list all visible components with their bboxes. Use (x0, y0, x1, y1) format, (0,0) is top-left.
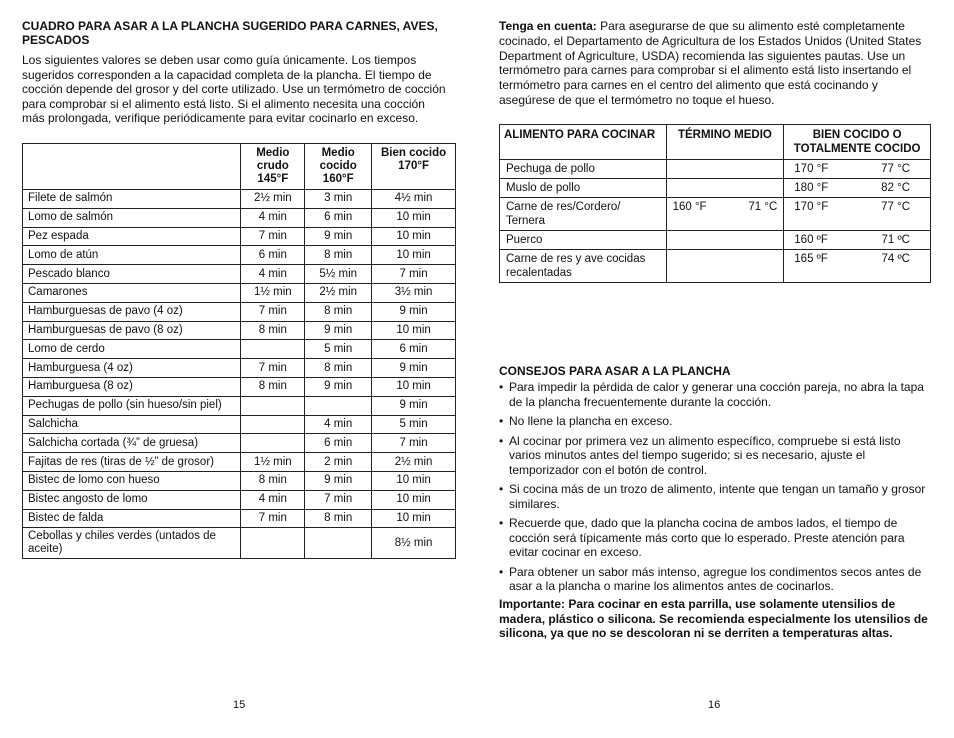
fahrenheit-value: 165 ºF (794, 253, 828, 265)
tip-item: • Al cocinar por primera vez un alimento específico, compruebe si está listo varios minutos antes del tiempo sugerido; si es necesario, ajuste el temporizador con el botón de control. (499, 434, 929, 478)
time-cell: 4 min (305, 415, 372, 434)
tip-item: • Para impedir la pérdida de calor y generar una cocción pareja, no abra la tapa de la plancha frecuentemente durante la cocción. (499, 380, 929, 409)
time-cell: 8 min (241, 377, 305, 396)
celsius-value: 77 °C (881, 201, 910, 213)
time-cell (241, 340, 305, 359)
time-cell: 1½ min (241, 453, 305, 472)
food-cell: Hamburguesas de pavo (8 oz) (23, 321, 241, 340)
header-cell: Medio cocido 160°F (305, 144, 372, 190)
table-row (500, 250, 931, 283)
food-cell: Hamburguesa (8 oz) (23, 377, 241, 396)
time-cell: 5 min (305, 340, 372, 359)
temperature-cell (666, 250, 784, 283)
table-row (23, 453, 456, 472)
temperature-cell (666, 179, 784, 198)
table-row (23, 509, 456, 528)
header-cell: Medio crudo 145°F (241, 144, 305, 190)
table-row (500, 198, 931, 231)
table-header-row (500, 125, 931, 160)
table-row (23, 359, 456, 378)
fahrenheit-value: 180 °F (794, 182, 829, 194)
time-cell (241, 396, 305, 415)
time-cell (241, 434, 305, 453)
celsius-value: 74 ºC (881, 253, 910, 265)
time-cell: 3½ min (372, 283, 456, 302)
tip-item: • Si cocina más de un trozo de alimento, intente que tengan un tamaño y grosor similares. (499, 482, 929, 511)
food-cell: Bistec de lomo con hueso (23, 471, 241, 490)
grilling-times-table (22, 143, 456, 559)
time-cell: 9 min (372, 302, 456, 321)
food-cell: Lomo de salmón (23, 208, 241, 227)
time-cell: 10 min (372, 377, 456, 396)
time-cell: 7 min (241, 302, 305, 321)
usda-note-label: Tenga en cuenta: (499, 19, 597, 33)
tips-list (499, 380, 929, 599)
food-cell: Lomo de atún (23, 246, 241, 265)
tips-title: CONSEJOS PARA ASAR A LA PLANCHA (499, 364, 731, 378)
table-row (23, 227, 456, 246)
celsius-value: 71 ºC (881, 234, 910, 246)
table-row (23, 415, 456, 434)
table-row (23, 340, 456, 359)
food-cell: Pescado blanco (23, 265, 241, 284)
food-cell: Carne de res y ave cocidas recalentadas (500, 250, 667, 283)
food-cell: Salchicha cortada (¾” de gruesa) (23, 434, 241, 453)
temperature-cell (784, 231, 931, 250)
time-cell: 10 min (372, 246, 456, 265)
time-cell: 4 min (241, 265, 305, 284)
time-cell: 8 min (305, 359, 372, 378)
celsius-value: 77 °C (881, 163, 910, 175)
table-row (500, 179, 931, 198)
table-row (23, 246, 456, 265)
temperature-cell (666, 160, 784, 179)
celsius-value: 82 °C (881, 182, 910, 194)
usda-note-text: Para asegurarse de que su alimento esté completamente cocinado, el Departamento de Agricultura de los Estados Unidos (United States Department of Agriculture, USDA) recomienda las siguientes pautas. Use un termómetro para carnes para comprobar si el alimento está listo insertando el termómetro para carnes en el centro del alimento que está cocinando y asegúrese de que el termómetro no toque el hueso. (499, 19, 922, 107)
time-cell: 7 min (372, 434, 456, 453)
food-cell: Carne de res/Cordero/ Ternera (500, 198, 667, 231)
header-cell (23, 144, 241, 190)
food-cell: Bistec de falda (23, 509, 241, 528)
time-cell: 8 min (241, 471, 305, 490)
time-cell: 6 min (305, 434, 372, 453)
time-cell: 4½ min (372, 190, 456, 209)
time-cell: 2½ min (305, 283, 372, 302)
time-cell: 2½ min (241, 190, 305, 209)
grill-chart-title: CUADRO PARA ASAR A LA PLANCHA SUGERIDO PARA CARNES, AVES, PESCADOS (22, 19, 438, 47)
usda-note (499, 19, 924, 108)
page-number: 16 (708, 699, 721, 711)
food-cell: Puerco (500, 231, 667, 250)
food-cell: Filete de salmón (23, 190, 241, 209)
time-cell: 9 min (305, 227, 372, 246)
food-cell: Fajitas de res (tiras de ½” de grosor) (23, 453, 241, 472)
time-cell (305, 396, 372, 415)
time-cell: 9 min (305, 471, 372, 490)
table-row (23, 190, 456, 209)
table-row (23, 265, 456, 284)
time-cell: 2 min (305, 453, 372, 472)
right-page (499, 0, 931, 738)
time-cell: 6 min (241, 246, 305, 265)
time-cell: 10 min (372, 227, 456, 246)
food-cell: Hamburguesas de pavo (4 oz) (23, 302, 241, 321)
time-cell: 10 min (372, 471, 456, 490)
time-cell: 4 min (241, 490, 305, 509)
table-row (23, 283, 456, 302)
temperature-cell (784, 160, 931, 179)
table-row (23, 490, 456, 509)
time-cell: 5½ min (305, 265, 372, 284)
usda-temperature-table (499, 124, 931, 283)
time-cell: 10 min (372, 208, 456, 227)
table-row (23, 321, 456, 340)
food-cell: Camarones (23, 283, 241, 302)
time-cell (241, 415, 305, 434)
fahrenheit-value: 160 °F (672, 201, 707, 213)
time-cell: 7 min (372, 265, 456, 284)
time-cell: 8 min (305, 509, 372, 528)
time-cell: 1½ min (241, 283, 305, 302)
tip-item: • Para obtener un sabor más intenso, agregue los condimentos secos antes de asar a la plancha o marine los alimentos antes de cocinarlos. (499, 565, 929, 594)
time-cell: 7 min (241, 509, 305, 528)
time-cell: 8 min (305, 302, 372, 321)
food-cell: Muslo de pollo (500, 179, 667, 198)
table-row (23, 396, 456, 415)
tip-item: • No llene la plancha en exceso. (499, 414, 929, 429)
fahrenheit-value: 160 ºF (794, 234, 828, 246)
fahrenheit-value: 170 °F (794, 201, 829, 213)
fahrenheit-value: 170 °F (794, 163, 829, 175)
page-number: 15 (233, 699, 246, 711)
table-header-row (23, 144, 456, 190)
food-cell: Salchicha (23, 415, 241, 434)
food-cell: Pechuga de pollo (500, 160, 667, 179)
time-cell: 8½ min (372, 528, 456, 559)
time-cell: 6 min (372, 340, 456, 359)
time-cell: 10 min (372, 321, 456, 340)
table-row (500, 160, 931, 179)
time-cell: 2½ min (372, 453, 456, 472)
temperature-cell (784, 198, 931, 231)
time-cell: 10 min (372, 490, 456, 509)
table-row (23, 377, 456, 396)
food-cell: Hamburguesa (4 oz) (23, 359, 241, 378)
header-cell: Bien cocido 170°F (372, 144, 456, 190)
food-cell: Pechugas de pollo (sin hueso/sin piel) (23, 396, 241, 415)
time-cell: 6 min (305, 208, 372, 227)
time-cell: 4 min (241, 208, 305, 227)
tip-item: • Recuerde que, dado que la plancha cocina de ambos lados, el tiempo de cocción será típicamente más corto que lo esperado. Preste atención para evitar cocinar en exceso. (499, 516, 929, 560)
header-cell: ALIMENTO PARA COCINAR (500, 125, 667, 160)
food-cell: Bistec angosto de lomo (23, 490, 241, 509)
header-cell: BIEN COCIDO O TOTALMENTE COCIDO (784, 125, 931, 160)
left-page (22, 0, 456, 738)
table-row (23, 471, 456, 490)
time-cell: 9 min (372, 359, 456, 378)
time-cell (305, 528, 372, 559)
food-cell: Cebollas y chiles verdes (untados de aceite) (23, 528, 241, 559)
time-cell: 3 min (305, 190, 372, 209)
grill-chart-intro: Los siguientes valores se deben usar como guía únicamente. Los tiempos sugeridos corresponden a la capacidad completa de la plancha. El tiempo de cocción depende del grosor y del corte utilizado. Use un termómetro de cocción para comprobar si el alimento está listo. Si el alimento necesita una cocción más prolongada, verifique periódicamente para evitar cocinarlo en exceso. (22, 53, 446, 125)
table-row (23, 434, 456, 453)
table-row (500, 231, 931, 250)
time-cell: 10 min (372, 509, 456, 528)
table-row (23, 208, 456, 227)
temperature-cell (666, 198, 784, 231)
celsius-value: 71 °C (748, 201, 778, 213)
header-cell: TÉRMINO MEDIO (666, 125, 784, 160)
time-cell: 9 min (372, 396, 456, 415)
time-cell: 7 min (305, 490, 372, 509)
food-cell: Lomo de cerdo (23, 340, 241, 359)
time-cell (241, 528, 305, 559)
table-row (23, 528, 456, 559)
temperature-cell (784, 179, 931, 198)
time-cell: 5 min (372, 415, 456, 434)
important-note: Importante: Para cocinar en esta parrilla, use solamente utensilios de madera, plástico o silicona. Se recomienda especialmente los utensilios de silicona, ya que no se descoloran ni se derriten a temperaturas altas. (499, 597, 928, 640)
time-cell: 9 min (305, 377, 372, 396)
time-cell: 8 min (305, 246, 372, 265)
temperature-cell (784, 250, 931, 283)
time-cell: 9 min (305, 321, 372, 340)
food-cell: Pez espada (23, 227, 241, 246)
time-cell: 7 min (241, 227, 305, 246)
table-row (23, 302, 456, 321)
time-cell: 8 min (241, 321, 305, 340)
time-cell: 7 min (241, 359, 305, 378)
temperature-cell (666, 231, 784, 250)
